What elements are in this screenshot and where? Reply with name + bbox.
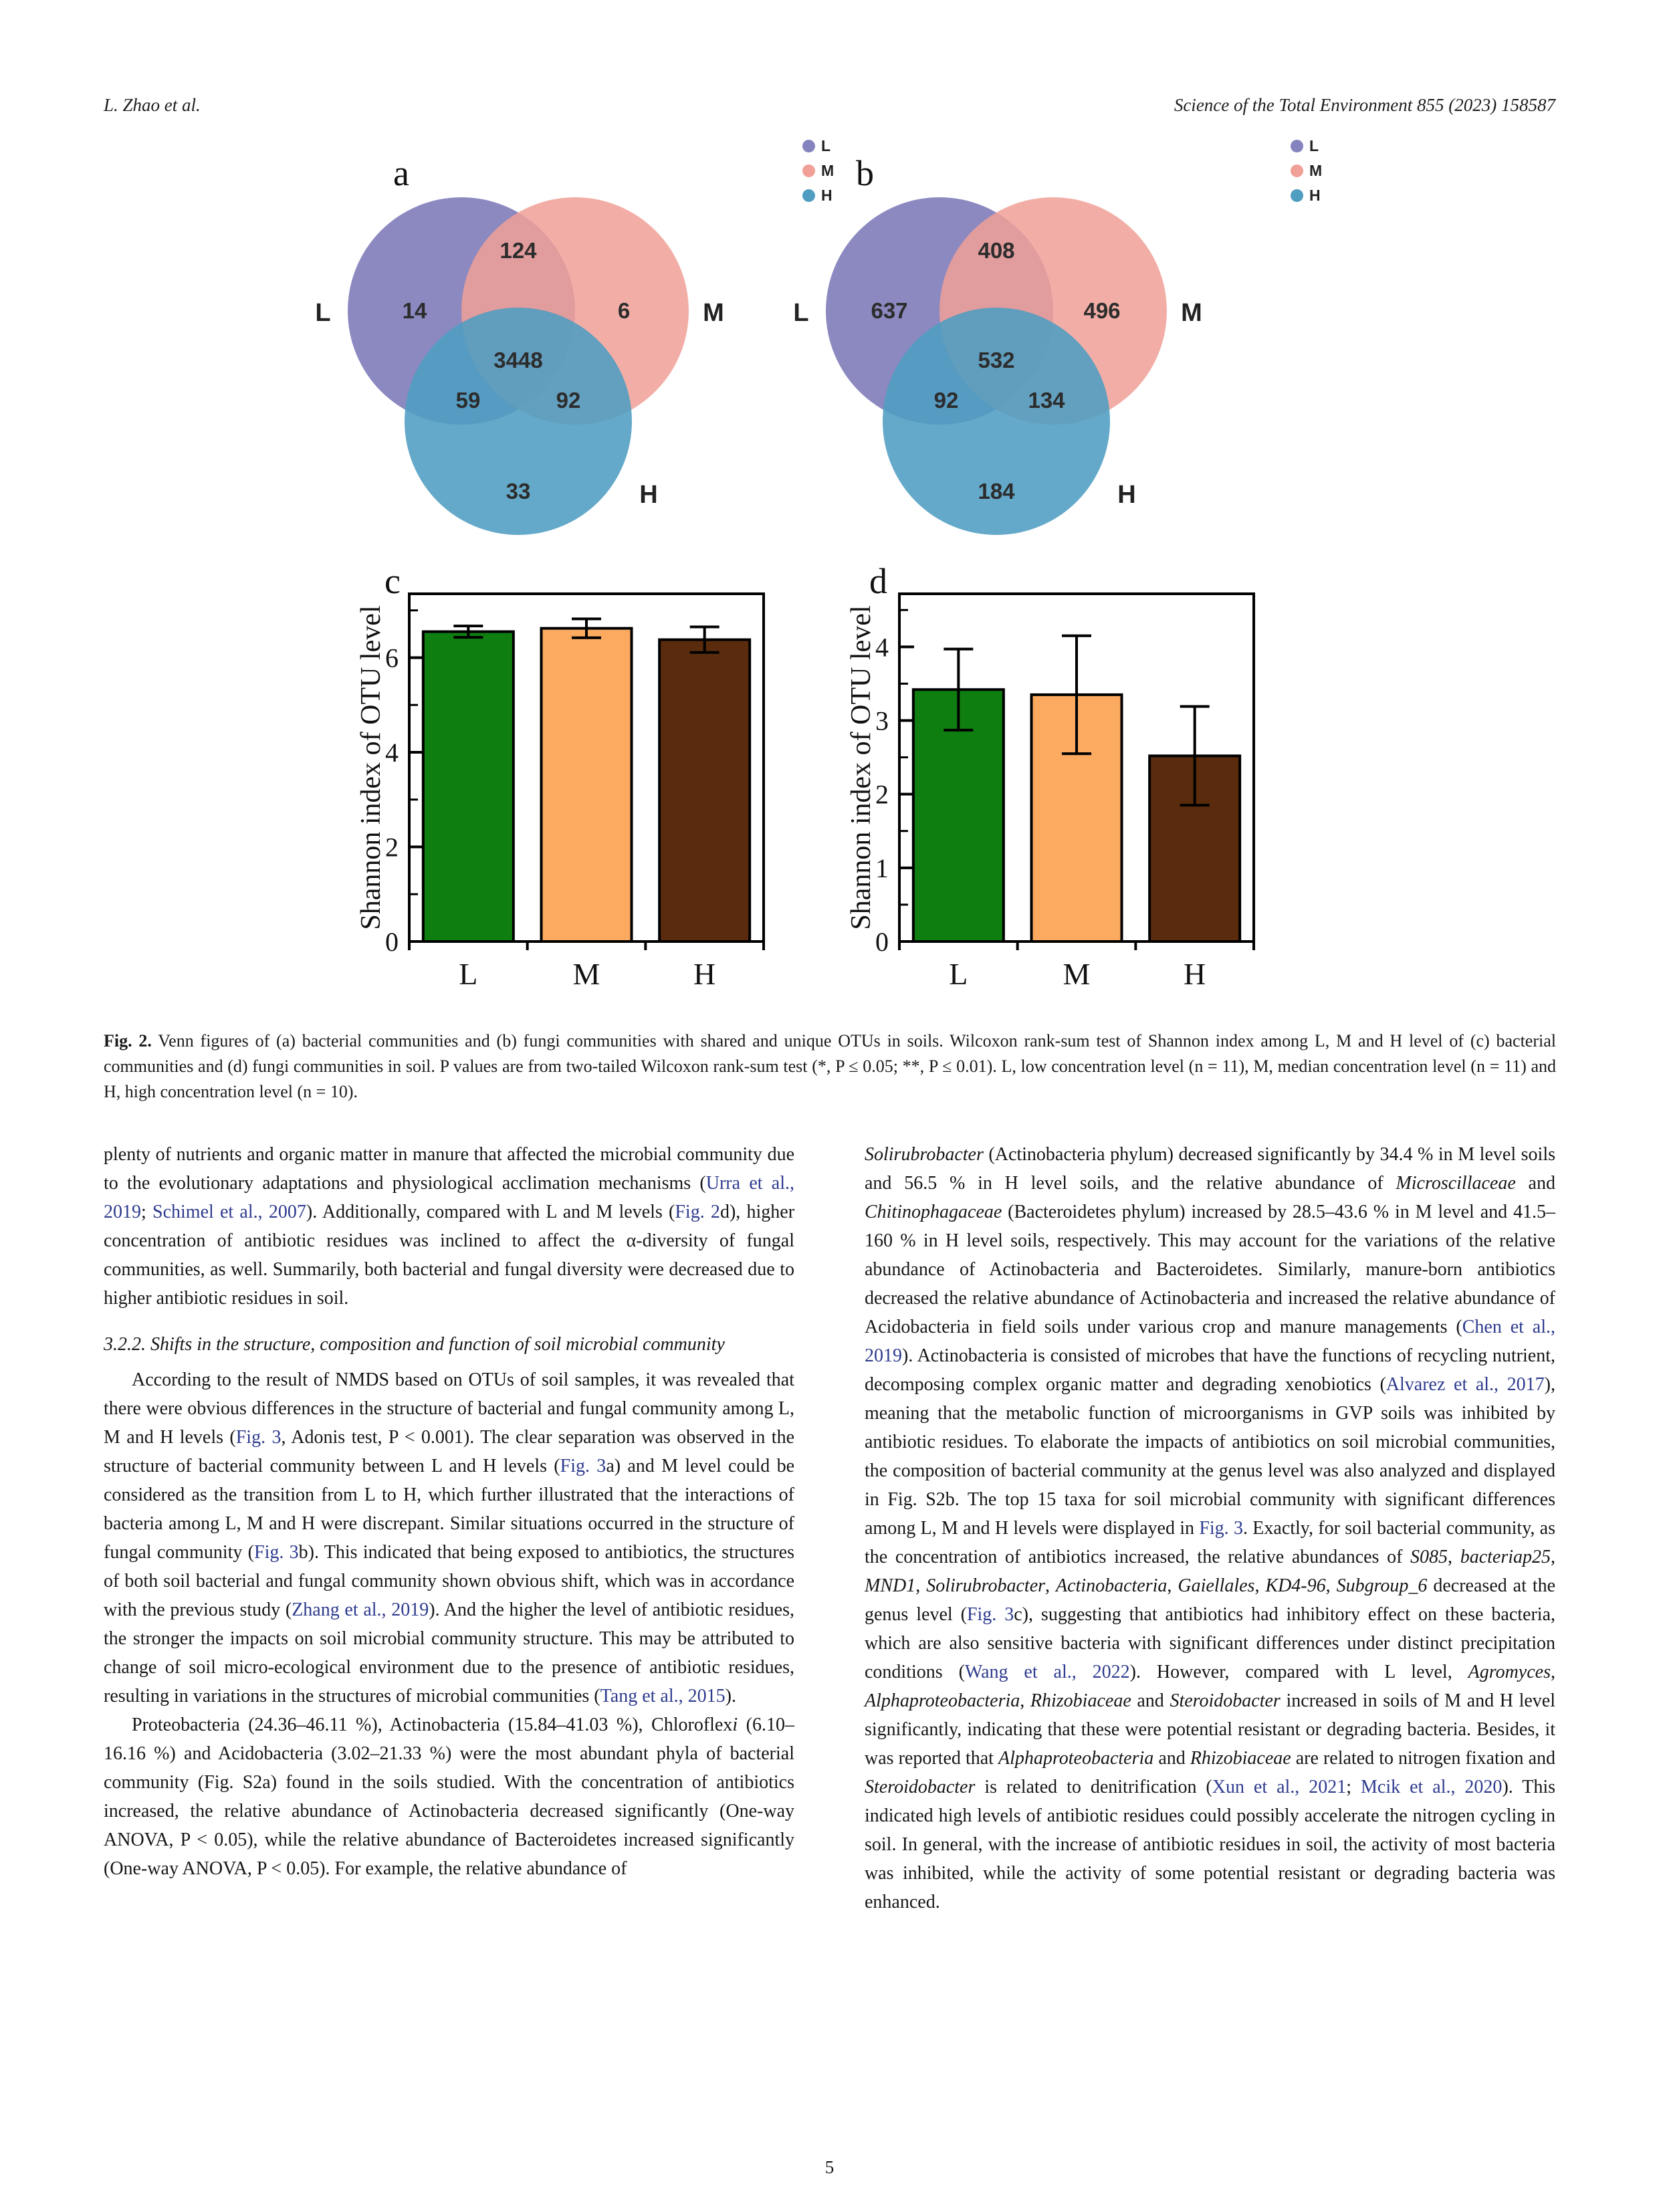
text-segment: , <box>1167 1575 1178 1596</box>
text-segment: , <box>1325 1575 1337 1596</box>
text-segment: c), suggesting that antibiotics had inhibitory effect on these bacteria, which are also sensitive bacteria with significant differences under distinct precipitation conditions ( <box>865 1604 1556 1682</box>
legend-label-H: H <box>1309 186 1321 204</box>
venn-diagram-fungi <box>782 140 1210 575</box>
legend-item-M <box>802 162 834 179</box>
text-segment: ). This indicated high levels of antibiotic residues could possibly accelerate the nitrogen cycling in soil. In general, with the increase of antibiotic residues in soil, the activity of most bacteria was inhibited, while the activity of some potential resistant or degrading bacteria was enhanced. <box>865 1777 1555 1912</box>
text-segment: MND1 <box>865 1575 916 1596</box>
y-tick-label: 0 <box>875 927 889 957</box>
legend-dot-M-icon <box>1291 164 1303 177</box>
text-segment: . Exactly, for soil bacterial community, as the concentration of antibiotics increased, the relative abundances of <box>865 1518 1555 1567</box>
figure-caption <box>104 1028 1556 1105</box>
venn-count-MH: 134 <box>1028 388 1065 413</box>
reference-link[interactable]: Schimel et al., 2007 <box>152 1202 306 1222</box>
text-segment: , <box>1254 1575 1266 1596</box>
venn-count-M: 6 <box>617 298 631 323</box>
panel-b-label: b <box>856 153 874 193</box>
reference-link[interactable]: Wang et al., 2022 <box>964 1662 1130 1682</box>
reference-link[interactable]: Tang et al., 2015 <box>600 1686 726 1706</box>
text-segment: Gaiellales <box>1178 1575 1255 1596</box>
y-tick-label: 4 <box>385 738 399 768</box>
legend-dot-L-icon <box>1291 140 1303 152</box>
text-segment: are related to nitrogen fixation and <box>1291 1748 1555 1769</box>
legend-label-M: M <box>821 161 835 179</box>
venn-diagram-bacteria <box>304 140 732 575</box>
bar-H <box>659 640 750 942</box>
text-segment: ), meaning that the metabolic function of microorganisms in GVP soils was inhibited by antibiotic residues. To elaborate the impacts of antibiotics on soil microbial communities, the composition of bacterial community at the genus level was also analyzed and displayed in Fig. S2b. The top 15 taxa for soil microbial community with significant differences among L, M and H levels were displayed in <box>865 1374 1555 1539</box>
text-segment: , <box>1448 1547 1460 1567</box>
text-segment: i <box>732 1715 738 1735</box>
text-segment: and <box>1131 1690 1170 1711</box>
venn-count-LM: 124 <box>500 238 537 263</box>
text-segment: ). Actinobacteria is consisted of microbes that have the functions of recycling nutrient, decomposing complex organic matter and degrading xenobiotics ( <box>865 1345 1555 1395</box>
text-segment: Microscillaceae <box>1396 1173 1516 1194</box>
text-segment: ). However, compared with L level, <box>1129 1662 1468 1682</box>
text-segment: (6.10–16.16 %) and Acidobacteria (3.02–21.33 %) were the most abundant phyla of bacterial community (Fig. S2a) found in the soils studied. With the concentration of antibiotics increased, the relative abundance of Actinobacteria decreased significantly (One-way ANOVA, P < 0.05), while the relative abundance of Bacteroidetes increased significantly (One-way ANOVA, P < 0.05). For example, the relative abundance of <box>104 1715 794 1879</box>
body-column-left <box>104 1140 794 1883</box>
venn-set-label-L: L <box>315 299 331 327</box>
text-segment: Proteobacteria (24.36–46.11 %), Actinobacteria (15.84–41.03 %), Chloroflex <box>132 1715 733 1735</box>
text-segment: plenty of nutrients and organic matter in manure that affected the microbial community due to the evolutionary adaptations and physiological acclimation mechanisms ( <box>104 1144 794 1194</box>
reference-link[interactable]: Fig. 2 <box>675 1202 720 1222</box>
venn-set-label-L: L <box>793 299 809 327</box>
x-category-label: M <box>1063 957 1091 991</box>
body-paragraph <box>865 1140 1555 1916</box>
text-segment: Actinobacteria <box>1055 1575 1168 1596</box>
x-category-label: M <box>572 957 600 991</box>
venn-set-label-H: H <box>639 481 658 509</box>
reference-link[interactable]: Urra et al., 2019 <box>104 1173 794 1222</box>
y-tick-label: 6 <box>385 643 399 673</box>
venn-count-LM: 408 <box>978 238 1015 263</box>
reference-link[interactable]: Chen et al., 2019 <box>865 1317 1555 1366</box>
text-segment: , Adonis test, P < 0.001). The clear separation was observed in the structure of bacterial community between L and H levels ( <box>104 1427 794 1476</box>
text-segment: Agromyces <box>1468 1662 1551 1682</box>
venn-count-LH: 59 <box>455 388 481 413</box>
text-segment: increased in soils of M and H level significantly, indicating that these were potential resistant or degrading bacteria. Besides, it was reported that <box>865 1690 1556 1769</box>
body-paragraph <box>104 1140 794 1313</box>
venn-count-MH: 92 <box>556 388 581 413</box>
panel-c-label: c <box>384 561 401 601</box>
text-segment: Venn figures of (a) bacterial communities and (b) fungi communities with shared and unique OTUs in soils. Wilcoxon rank-sum test of Shannon index among L, M and H level of (c) bacterial communities and (d) fungi communities in soil. P values are from two-tailed Wilcoxon rank-sum test (*, P ≤ 0.05; **, P ≤ 0.01). L, low concentration level (n = 11), M, median concentration level (n = 11) and H, high concentration level (n = 10). <box>104 1031 1556 1101</box>
y-tick-label: 2 <box>385 832 399 863</box>
text-segment: , <box>1045 1575 1056 1596</box>
legend-item-L <box>1291 138 1322 154</box>
text-segment: ). And the higher the level of antibiotic residues, the stronger the impacts on soil microbial community structure. This may be attributed to change of soil micro-ecological environment due to the presence of antibiotic residues, resulting in variations in the structures of microbial communities ( <box>104 1599 795 1706</box>
x-category-label: H <box>693 957 716 991</box>
reference-link[interactable]: Zhang et al., 2019 <box>292 1599 429 1620</box>
reference-link[interactable]: Fig. 3 <box>966 1604 1014 1625</box>
text-segment: Rhizobiaceae <box>1190 1748 1291 1769</box>
text-segment: Steroidobacter <box>865 1777 976 1797</box>
text-segment: ). Additionally, compared with L and M levels ( <box>306 1202 675 1222</box>
legend-dot-H-icon <box>1291 189 1303 202</box>
text-segment: Alphaproteobacteria <box>998 1748 1154 1769</box>
reference-link[interactable]: Fig. 3 <box>560 1456 606 1476</box>
text-segment: ; <box>1346 1777 1361 1797</box>
text-segment: Steroidobacter <box>1170 1690 1281 1711</box>
reference-link[interactable]: Fig. 3 <box>1199 1518 1243 1539</box>
y-tick-label: 2 <box>875 779 889 810</box>
y-axis-title: Shannon index of OTU level <box>846 605 877 930</box>
venn-count-LMH: 3448 <box>493 348 543 372</box>
y-tick-label: 4 <box>875 632 889 663</box>
venn-set-label-M: M <box>1181 299 1202 327</box>
legend-dot-H-icon <box>802 189 815 202</box>
legend-item-M <box>1291 162 1322 179</box>
text-segment: , <box>915 1575 927 1596</box>
venn-count-M: 496 <box>1083 298 1121 323</box>
y-tick-label: 0 <box>385 927 399 957</box>
text-segment: , <box>1551 1662 1555 1682</box>
legend-item-H <box>802 187 834 203</box>
text-segment: a) and M level could be considered as the transition from L to H, which further illustrated that the interactions of bacteria among L, M and H were discrepant. Similar situations occurred in the structure of fungal community ( <box>104 1456 794 1563</box>
section-heading: 3.2.2. Shifts in the structure, composition and function of soil microbial community <box>104 1334 725 1355</box>
text-segment: Solirubrobacter <box>926 1575 1046 1596</box>
text-segment: Fig. 2. <box>104 1031 152 1050</box>
bar-chart-bacteria-shannon <box>356 588 790 1003</box>
reference-link[interactable]: Alvarez et al., 2017 <box>1386 1374 1545 1395</box>
text-segment: Solirubrobacter <box>865 1144 984 1165</box>
y-axis-title: Shannon index of OTU level <box>356 605 386 930</box>
reference-link[interactable]: Fig. 3 <box>254 1542 299 1563</box>
body-column-right <box>865 1140 1555 1916</box>
y-tick-label: 1 <box>875 853 889 883</box>
text-segment: S085 <box>1410 1547 1448 1567</box>
text-segment: d), higher concentration of antibiotic residues was inclined to affect the α-diversity of fungal communities, as well. Summarily, both bacterial and fungal diversity were decreased due to higher antibiotic residues in soil. <box>104 1202 795 1309</box>
text-segment: b). This indicated that being exposed to antibiotics, the structures of both soil bacterial and fungal community shown obvious shift, which was in accordance with the previous study ( <box>104 1542 794 1620</box>
venn-count-LH: 92 <box>933 388 959 413</box>
journal-citation: Science of the Total Environment 855 (2023) 158587 <box>1174 95 1555 115</box>
panel-d-label: d <box>869 561 887 601</box>
panel-a-label: a <box>393 153 409 193</box>
legend-label-L: L <box>821 136 831 154</box>
text-segment: , <box>1551 1547 1555 1567</box>
legend-item-H <box>1291 187 1322 203</box>
text-segment: Chitinophagaceae <box>865 1202 1002 1222</box>
text-segment: KD4-96 <box>1265 1575 1326 1596</box>
legend-label-M: M <box>1309 161 1323 179</box>
bar-M <box>542 629 632 942</box>
legend-dot-L-icon <box>802 140 815 152</box>
text-segment: According to the result of NMDS based on OTUs of soil samples, it was revealed that there were obvious differences in the structure of bacterial and fungal community among L, M and H levels ( <box>104 1369 794 1448</box>
legend-label-H: H <box>821 186 833 204</box>
bar-L <box>423 632 514 942</box>
venn-count-LMH: 532 <box>978 348 1015 372</box>
reference-link[interactable]: Xun et al., 2021 <box>1212 1777 1347 1797</box>
text-segment: (Bacteroidetes phylum) increased by 28.5–43.6 % in M level and 41.5–160 % in H level soils, respectively. This may account for the variations of the relative abundance of Actinobacteria and Bacteroidetes. Similarly, manure-born antibiotics decreased the relative abundance of Actinobacteria and increased the relative abundance of Acidobacteria in field soils under various crop and manure managements ( <box>865 1202 1555 1337</box>
venn-count-L: 637 <box>871 298 908 323</box>
text-segment: and <box>1153 1748 1190 1769</box>
venn-legend-a <box>802 138 834 203</box>
text-segment: ; <box>141 1202 153 1222</box>
text-segment: (Actinobacteria phylum) decreased significantly by 34.4 % in M level soils and 56.5 % in H level soils, and the relative abundance of <box>865 1144 1555 1194</box>
venn-count-L: 14 <box>402 298 427 323</box>
legend-item-L <box>802 138 834 154</box>
text-segment: is related to denitrification ( <box>975 1777 1212 1797</box>
body-paragraph <box>104 1710 794 1883</box>
text-segment: Subgroup_6 <box>1336 1575 1428 1596</box>
body-paragraph <box>104 1365 794 1710</box>
x-category-label: H <box>1184 957 1206 991</box>
bar-chart-fungi-shannon <box>846 588 1281 1003</box>
running-author: L. Zhao et al. <box>104 95 201 115</box>
y-tick-label: 3 <box>875 705 889 736</box>
page-number: 5 <box>824 2157 835 2177</box>
venn-set-label-M: M <box>703 299 724 327</box>
text-segment: Alphaproteobacteria <box>865 1690 1020 1711</box>
text-segment: , <box>1020 1690 1030 1711</box>
x-category-label: L <box>459 957 478 991</box>
text-segment: and <box>1515 1173 1555 1194</box>
text-segment: ). <box>725 1686 736 1706</box>
venn-count-H: 33 <box>506 479 531 504</box>
text-segment: decreased at the genus level ( <box>865 1575 1556 1625</box>
reference-link[interactable]: Mcik et al., 2020 <box>1361 1777 1503 1797</box>
text-segment: Rhizobiaceae <box>1030 1690 1131 1711</box>
text-segment: bacteriap25 <box>1460 1547 1551 1567</box>
reference-link[interactable]: Fig. 3 <box>235 1427 282 1448</box>
x-category-label: L <box>949 957 968 991</box>
legend-label-L: L <box>1309 136 1319 154</box>
legend-dot-M-icon <box>802 164 815 177</box>
venn-set-label-H: H <box>1117 481 1136 509</box>
venn-legend-b <box>1291 138 1322 203</box>
venn-count-H: 184 <box>978 479 1015 504</box>
